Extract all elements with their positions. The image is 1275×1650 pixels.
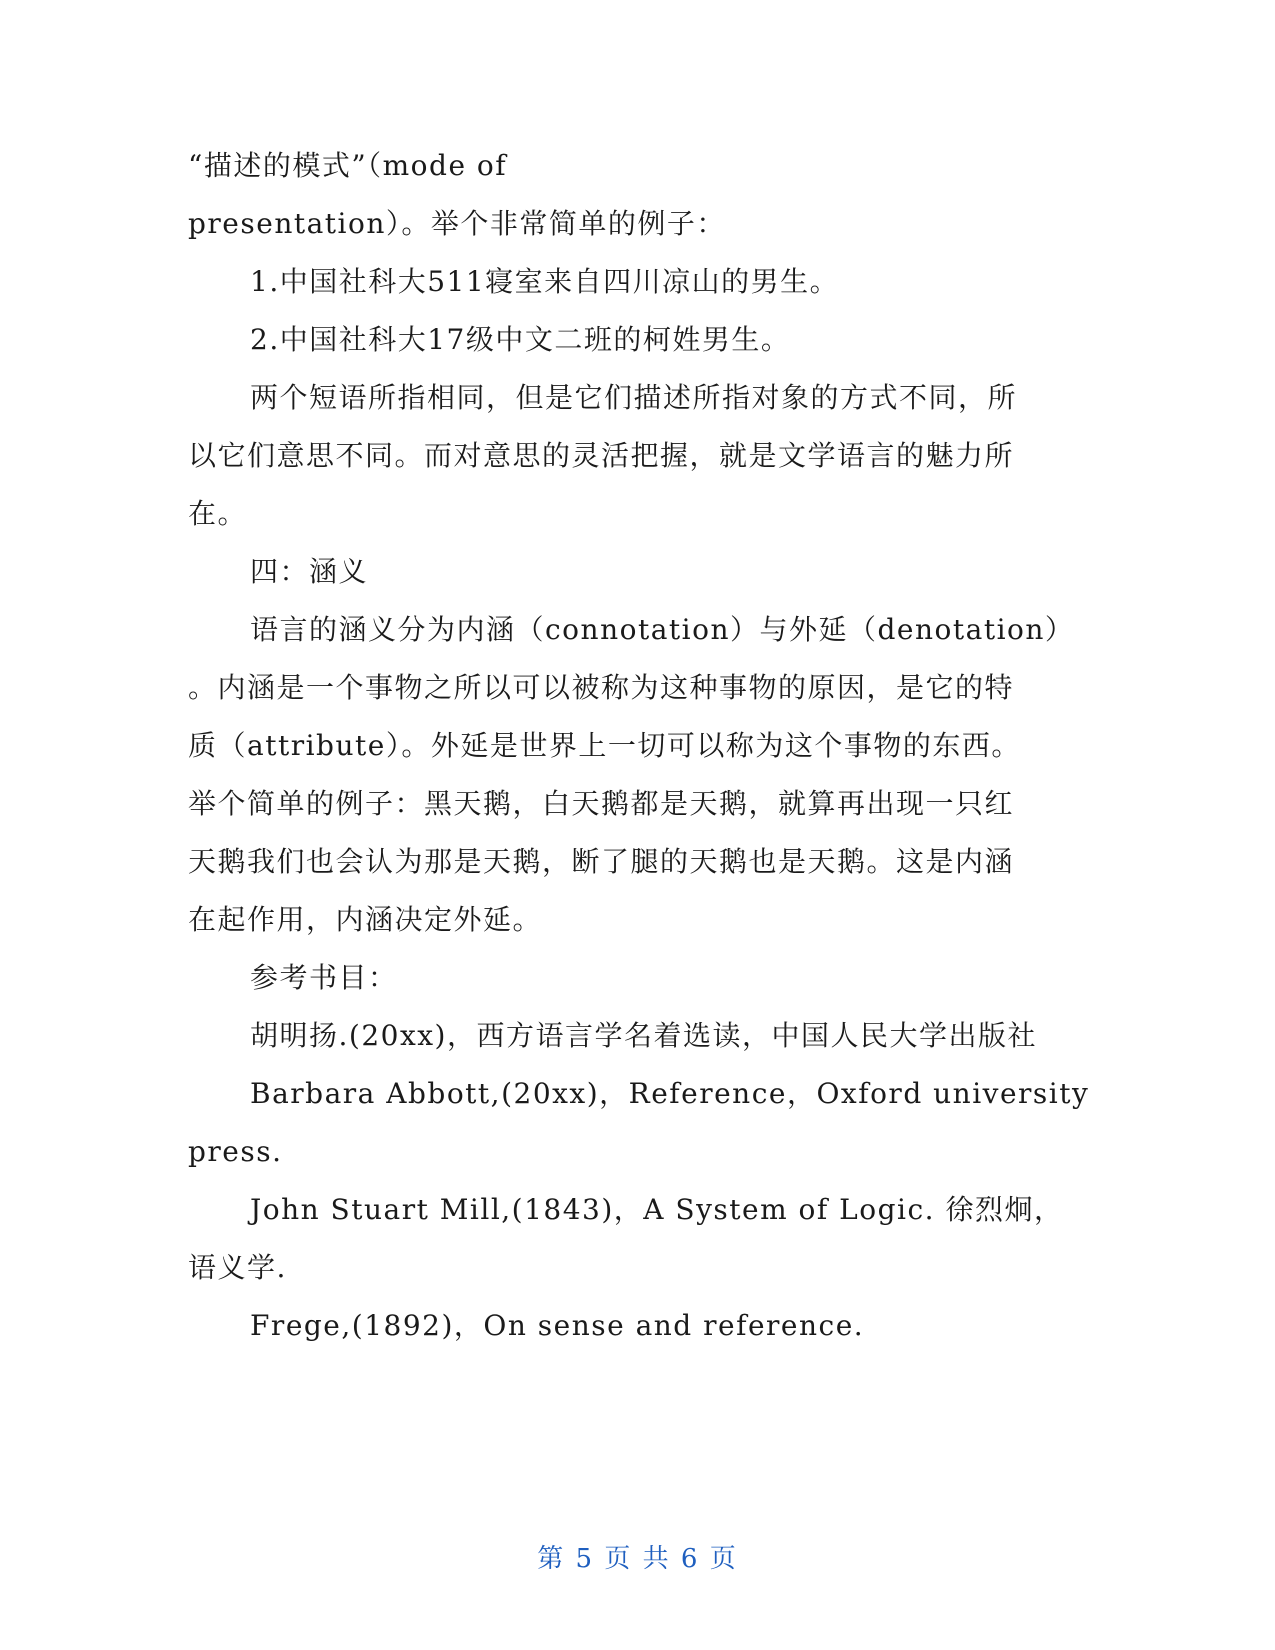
section-heading: 四：涵义 xyxy=(250,555,369,588)
references-heading: 参考书目： xyxy=(250,961,398,994)
reference-item: press. xyxy=(188,1135,283,1168)
reference-item: 胡明扬.(20xx)，西方语言学名着选读，中国人民大学出版社 xyxy=(250,1019,1037,1052)
page-number-footer: 第 5 页 共 6 页 xyxy=(537,1544,738,1574)
paragraph-line: 。内涵是一个事物之所以可以被称为这种事物的原因，是它的特 xyxy=(188,671,1015,704)
text-line: presentation）。举个非常简单的例子： xyxy=(188,207,726,240)
paragraph-line: 举个简单的例子：黑天鹅，白天鹅都是天鹅，就算再出现一只红 xyxy=(188,787,1015,820)
text-line: “描述的模式”（mode of xyxy=(188,149,508,182)
reference-item: John Stuart Mill,(1843)，A System of Logic. 徐烈炯， xyxy=(250,1193,1064,1226)
reference-item: Barbara Abbott,(20xx)，Reference，Oxford university xyxy=(250,1077,1090,1110)
paragraph-line: 两个短语所指相同，但是它们描述所指对象的方式不同，所 xyxy=(250,381,1018,414)
list-item: 1.中国社科大511寝室来自四川凉山的男生。 xyxy=(250,265,840,298)
paragraph-line: 质（attribute）。外延是世界上一切可以称为这个事物的东西。 xyxy=(188,729,1021,762)
paragraph-line: 以它们意思不同。而对意思的灵活把握，就是文学语言的魅力所 xyxy=(188,439,1015,472)
list-item: 2.中国社科大17级中文二班的柯姓男生。 xyxy=(250,323,791,356)
reference-item: Frege,(1892)，On sense and reference. xyxy=(250,1309,865,1342)
reference-item: 语义学. xyxy=(188,1251,287,1284)
paragraph-line: 在起作用，内涵决定外延。 xyxy=(188,903,543,936)
paragraph-line: 天鹅我们也会认为那是天鹅，断了腿的天鹅也是天鹅。这是内涵 xyxy=(188,845,1015,878)
paragraph-line: 在。 xyxy=(188,497,248,530)
paragraph-line: 语言的涵义分为内涵（connotation）与外延（denotation） xyxy=(250,613,1075,646)
